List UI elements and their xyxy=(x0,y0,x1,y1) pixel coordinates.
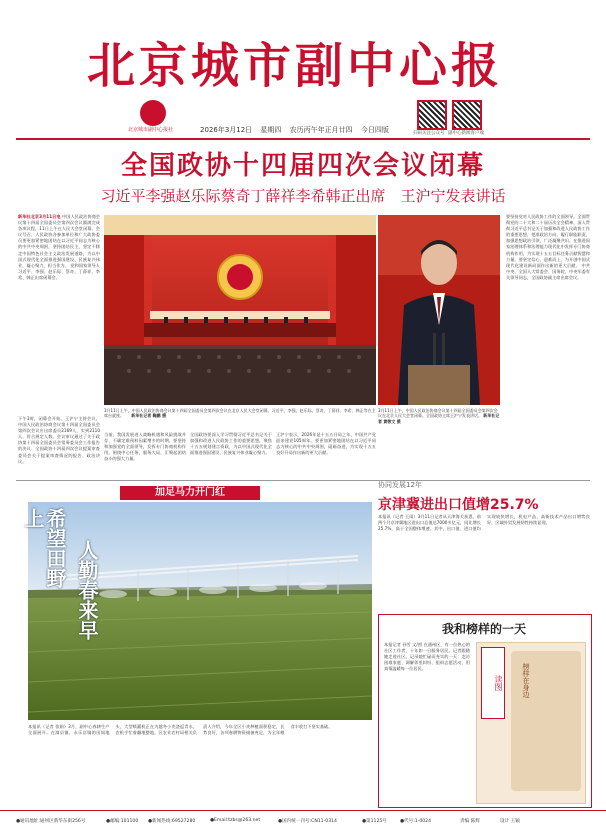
footer-bar xyxy=(0,810,606,833)
conference-hall-photo xyxy=(104,215,376,405)
byline: 新华社北京3月11日电 xyxy=(18,214,61,219)
masthead-rule xyxy=(16,138,590,140)
feature-title-1: 希望田野上 xyxy=(21,508,67,588)
lead-headline: 全国政协十四届四次会议闭幕 xyxy=(120,151,485,181)
feature-banner: 加足马力开门红 xyxy=(120,486,260,500)
footer-email[interactable]: ●Email:tzbs@263.net xyxy=(210,818,261,823)
footer-postcode: ●邮编:101100 xyxy=(106,819,139,824)
lead-column-4 xyxy=(276,432,376,478)
illustration-text: 榜样在身边 xyxy=(522,663,530,698)
lead-right-column xyxy=(506,214,590,478)
qr-code-icon[interactable] xyxy=(417,100,447,130)
column-text xyxy=(384,642,470,802)
footer-issue: ●第1125号 xyxy=(362,819,387,824)
photo1-credit: 新华社记者 鞠鹏 摄 xyxy=(131,413,167,419)
photo1-caption-text: 3月11日上午，中国人民政治协商会议第十四届全国委员会第四次会议在北京人民大会堂闭幕。习近平、李强、赵乐际、蔡奇、丁薛祥、李希、韩正等在主席台就座。 xyxy=(104,408,376,419)
issue-weekday: 星期四 xyxy=(260,126,282,134)
date-line xyxy=(200,125,395,135)
column-title: 我和榜样的一天 xyxy=(441,622,526,636)
photo1-caption xyxy=(104,408,376,430)
illustration-label: 读图 xyxy=(481,647,505,719)
footer-hotline: ●新闻热线:69527280 xyxy=(148,819,196,824)
conference-hall-image xyxy=(104,215,376,405)
lead-text-5: 王沪宁表示，2026年是十五五开局之年，中国共产党迎来建党105周年。要更加紧密地团结在以习近平同志为核心的中共中央周围，砥砺奋进，为实现十五五良好开局作出新的更大贡献。 xyxy=(276,432,376,456)
lunar-date: 农历丙午年正月廿四 xyxy=(289,126,353,134)
lead-column-1-cont xyxy=(18,416,100,478)
issue-date: 2026年3月12日 xyxy=(200,126,253,134)
speaker-image xyxy=(378,215,500,405)
logo-text: 北京城市副中心报社 xyxy=(128,127,174,133)
lead-text-3: 当前，我国发展进入战略机遇和风险挑战并存、不确定难预料因素增多的时期。要坚持和加强党的全面领导，发挥专门协商机构作用，围绕中心任务，服务大局，汇聚起团结奋斗的强大力量。 xyxy=(104,432,186,462)
newspaper-logo-icon xyxy=(140,100,166,126)
footer-designer: 设计 王颖 xyxy=(500,819,520,824)
lead-column-1 xyxy=(18,214,100,414)
footer-editor: 责编 陈辉 xyxy=(460,819,480,824)
footer-code: ●代号:1-0024 xyxy=(400,819,432,824)
lead-text-2: 下午3时，闭幕会开始。王沪宁主持会议。中国人民政治协商会议第十四届全国委员会第四次会议应出席委员2169人，实到2110人，符合规定人数。会议审议通过了关于政协第十四届全国委员会常务委员会工作报告的决议、全国政协十四届四次会议提案审查委员会关于提案审查情况的报告、政治决议。 xyxy=(18,416,100,464)
page-count: 今日四版 xyxy=(360,126,389,134)
trade-body: 本报讯（记者 王雨）3月11日记者从天津海关获悉，前两个月京津冀地区进出口总值达7000多亿元，同比增长25.7%，高于全国整体增速。其中，出口值、进口值均实现较快增长，机电产品、高新技术产品出口增势良好，区域外贸发展韧性持续显现。 xyxy=(378,514,590,532)
photo2-caption-text: 3月11日上午，中国人民政治协商会议第十四届全国委员会第四次会议在北京人民大会堂闭幕。全国政协主席王沪宁发表讲话。 xyxy=(378,408,498,419)
feature-body: 本报讯（记者 张娟）3月，副中心春耕生产全面展开。在漷县镇、永乐店镇的田间地头，大型喷灌机正在为越冬小麦浇返青水，农机手忙着翻地整地。区农业农村局相关负责人介绍，今年全区小麦种植面积稳定，长势良好，各项春耕物资储备充足，为全年粮食丰收打下坚实基础。 xyxy=(28,724,333,736)
qr2-label: 副中心新闻客户端 xyxy=(448,131,484,136)
speaker-photo xyxy=(378,215,500,405)
masthead-title: 北京城市副中心报 xyxy=(86,38,503,94)
qr-code-icon[interactable] xyxy=(452,100,482,130)
lead-column-2 xyxy=(104,432,186,478)
feature-text xyxy=(28,724,372,804)
lead-column-3 xyxy=(190,432,272,478)
trade-section-tag: 协同发展12年 xyxy=(378,481,422,489)
lead-subhead: 习近平李强赵乐际蔡奇丁薛祥李希韩正出席 王沪宁发表讲话 xyxy=(100,187,506,205)
feature-title-2: 人勤春来早 xyxy=(75,540,99,640)
photo2-caption xyxy=(378,408,500,430)
qr1-label: 扫码关注公众号 xyxy=(413,131,445,136)
section-divider xyxy=(16,480,590,481)
photo2-credit: 新华社记者 黄敬文 摄 xyxy=(378,413,500,424)
lead-right-text: 要坚持党对人民政协工作的全面领导，全面贯彻党的二十大和二十届历次全会精神，深入贯彻习近平总书记关于加强和改进人民政协工作的重要思想，把准政治方向，履行职能职责，加强思想政治引领，广泛凝聚共识。在推进国家治理体系和治理能力现代化中发挥专门协商机构作用，为实现十五五目标任务贡献智慧和力量。要坚定信心、迎难而上，为开创中国式现代化建设新局面作出新的更大贡献。 xyxy=(506,214,590,268)
lead-right-text-2: 中共中央、全国人大常委会、国务院、中央军委有关领导同志，全国政协副主席出席会议。 xyxy=(506,262,590,280)
lead-text-1b: 党和国家领导人习近平、李强、赵乐际、蔡奇、丁薛祥、李希、韩正出席闭幕会。 xyxy=(18,262,100,280)
trade-headline: 京津冀进出口值增25.7% xyxy=(378,497,539,513)
trade-text xyxy=(378,514,590,610)
footer-address: ●通讯地址:通州区新华东街256号 xyxy=(16,819,86,824)
lead-text-1: 中国人民政治协商会议第十四届全国委员会第四次会议圆满完成各项议程，11日上午在人民大会堂闭幕。会议号召，人民政协各参加单位和广大政协委员要更加紧密地团结在以习近平同志为核心的中共中央周围，坚持团结民主，坚定不移走中国特色社会主义政治发展道路，为以中国式现代化全面推进强国建设、民族复兴伟业，凝心聚力、担当作为。 xyxy=(18,214,100,268)
lead-text-4: 全国政协要深入学习贯彻习近平总书记关于加强和改进人民政协工作的重要思想，聚焦十五五规划建言资政，为以中国式现代化全面推进强国建设、民族复兴伟业凝心聚力。 xyxy=(190,432,272,456)
column-body: 本报记者 孙雪 文/图 在通州区，有一位热心的社区工作者，十年如一日服务居民。记者跟随她走进社区，记录她忙碌而充实的一天：走访困难家庭、调解邻里纠纷、组织志愿活动，用真情温暖每一位居民。 xyxy=(384,642,470,672)
footer-issn: ●国内统一刊号:CN11-0314 xyxy=(278,819,337,824)
column-illustration xyxy=(476,642,586,804)
